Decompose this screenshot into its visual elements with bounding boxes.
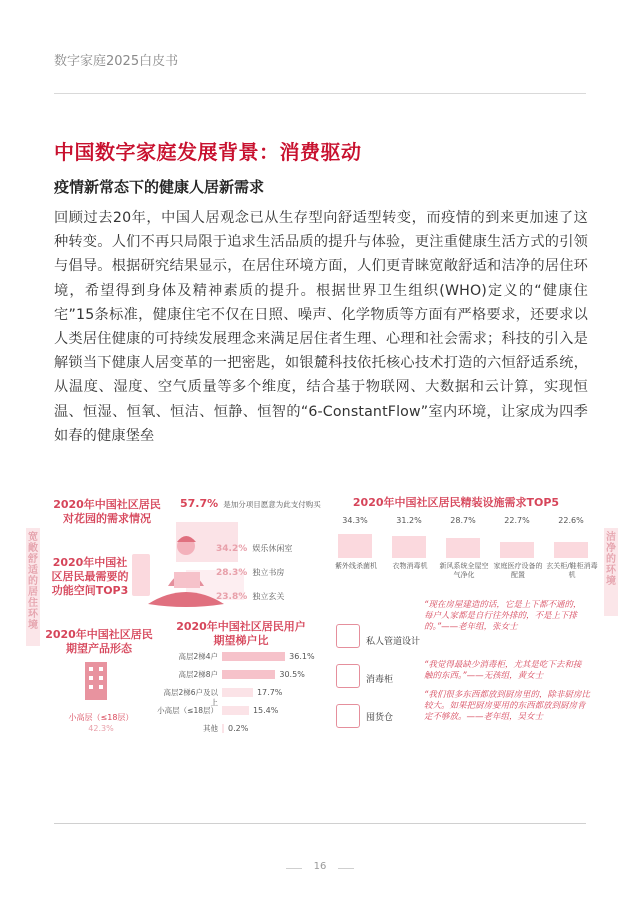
top5-chart: [332, 516, 602, 586]
elevator-row-label: 高层2梯6户及以上: [163, 688, 218, 707]
quote-2-label: 消毒柜: [366, 675, 394, 685]
top5-bar: [554, 542, 588, 558]
elevator-chart: [156, 652, 326, 750]
pipe-design-icon: [336, 624, 360, 648]
top5-bar-label: 衣物消毒机: [392, 562, 428, 570]
quote-3-label: 囤货仓: [366, 713, 394, 723]
top5-bar-label: 紫外线杀菌机: [335, 562, 377, 570]
elevator-bar: [222, 688, 253, 697]
garden-title: 2020年中国社区居民对花园的需求情况: [53, 498, 161, 525]
top5-bar-pct: 22.7%: [504, 516, 530, 525]
top5-bar: [338, 534, 372, 558]
top5-bar-label: 新风系统全屋空气净化: [439, 562, 489, 579]
garden-item-2-label: 独立书房: [252, 568, 285, 577]
quote-1-label: 私人管道设计: [366, 637, 421, 647]
elevator-bar: [222, 652, 285, 661]
top5-bar-label: 家庭医疗设备的配置: [493, 562, 543, 579]
elevator-bar-pct: 0.2%: [228, 724, 249, 733]
product-form-pct: 42.3%: [88, 724, 114, 733]
body-paragraph: 回顾过去20年，中国人居观念已从生存型向舒适型转变，而疫情的到来更加速了这种转变。人们不再只局限于追求生活品质的提升与体验，更注重健康生活方式的引领与倡导。根据研究结果显示，在居住环境方面，人们更青睐宽敞舒适和洁净的居住环境，希望得到身体及精神素质的提升。根据世界卫生组织(WHO)定义的“健康住宅”15条标准，健康住宅不仅在日照、噪声、化学物质等方面有严格要求，还要求以人类居住健康的可持续发展理念来满足居住者生理、心理和社会需求；科技的引入是解锁当下健康人居变革的一把密匙，如银麓科技依托核心技术打造的六恒舒适系统，从温度、湿度、空气质量等多个维度，结合基于物联网、大数据和云计算，实现恒温、恒湿、恒氧、恒洁、恒静、恒智的“6-ConstantFlow”室内环境，让家成为四季如春的健康堡垒: [54, 210, 588, 444]
top5-bar: [446, 538, 480, 558]
garden-item-2-pct: 28.3%: [216, 568, 248, 578]
quote-3-text: “我们很多东西都放到厨房里的，除非厨房比较大。如果把厨房要用的东西都放到厨房肯定不够放。——老年组，吴女士: [424, 690, 590, 722]
quote-2-text: “我觉得最缺少消毒柜，尤其是吃下去和接触的东西。”——无孩组，黄女士: [424, 660, 582, 681]
elevator-row-label: 高层2梯8户: [178, 670, 218, 679]
left-vertical-label: 宽敞舒适的居住环境: [26, 528, 40, 646]
footer-divider: [54, 823, 586, 824]
elevator-row-label: 小高层（≤18层）: [157, 706, 218, 715]
header-title: 数字家庭2025白皮书: [54, 54, 179, 69]
section-title: 中国数字家庭发展背景：消费驱动: [54, 140, 362, 164]
elevator-title: 2020年中国社区居民用户期望梯户比: [176, 620, 306, 647]
garden-item-1-pct: 34.2%: [216, 544, 248, 554]
sterilizer-cabinet-icon: [336, 664, 360, 688]
elevator-bar-pct: 17.7%: [256, 688, 283, 697]
garden-headline: [180, 492, 330, 510]
page-number: 16: [313, 861, 327, 872]
top5-title: 2020年中国社区居民精装设施需求TOP5: [352, 496, 560, 509]
top5-bar: [500, 542, 534, 558]
elevator-bar-pct: 36.1%: [289, 652, 315, 661]
right-vertical-label: 洁净的环境: [604, 528, 618, 616]
product-form-title: 2020年中国社区居民期望产品形态: [45, 628, 153, 655]
section-subtitle: 疫情新常态下的健康人居新需求: [54, 178, 265, 196]
garden-headline-text: 是加分项目愿意为此支付购买: [223, 500, 321, 509]
elevator-bar: [222, 724, 224, 733]
elevator-bar-pct: 30.5%: [279, 670, 305, 679]
function-space-title: 2020年中国社区居民最需要的功能空间TOP3: [51, 556, 129, 597]
top5-bar-pct: 34.3%: [342, 516, 368, 525]
page-dash-right: [338, 868, 354, 869]
top5-bar-pct: 22.6%: [558, 516, 584, 525]
garden-item-3-label: 独立玄关: [252, 592, 285, 601]
elevator-row-label: 其他: [203, 724, 218, 733]
garden-item-2: [216, 560, 336, 579]
quote-1-text: “现在房屋建造的话，它是上下都不通的，每户人家都是自行往外排的，不是上下排的。”——老年组，张女士: [424, 600, 582, 632]
elevator-row-label: 高层2梯4户: [178, 652, 218, 661]
top5-bar-pct: 31.2%: [396, 516, 422, 525]
elevator-bar: [222, 706, 249, 715]
elevator-bar: [222, 670, 275, 679]
elevator-bar-pct: 15.4%: [252, 706, 279, 715]
garden-item-3-pct: 23.8%: [216, 592, 248, 602]
top5-bar-pct: 28.7%: [450, 516, 476, 525]
top5-bar: [392, 536, 426, 558]
garden-item-3: [216, 584, 336, 603]
infographic: [26, 484, 618, 756]
garden-item-1-label: 娱乐休闲室: [252, 544, 293, 553]
top5-bar-label: 玄关柜/鞋柜消毒机: [546, 562, 598, 579]
header-divider: [54, 93, 586, 94]
garden-headline-pct: 57.7%: [180, 497, 219, 510]
building-icon: [82, 660, 110, 700]
product-form-label: 小高层（≤18层）: [68, 713, 134, 722]
garden-item-1: [216, 536, 336, 555]
storage-icon: [336, 704, 360, 728]
